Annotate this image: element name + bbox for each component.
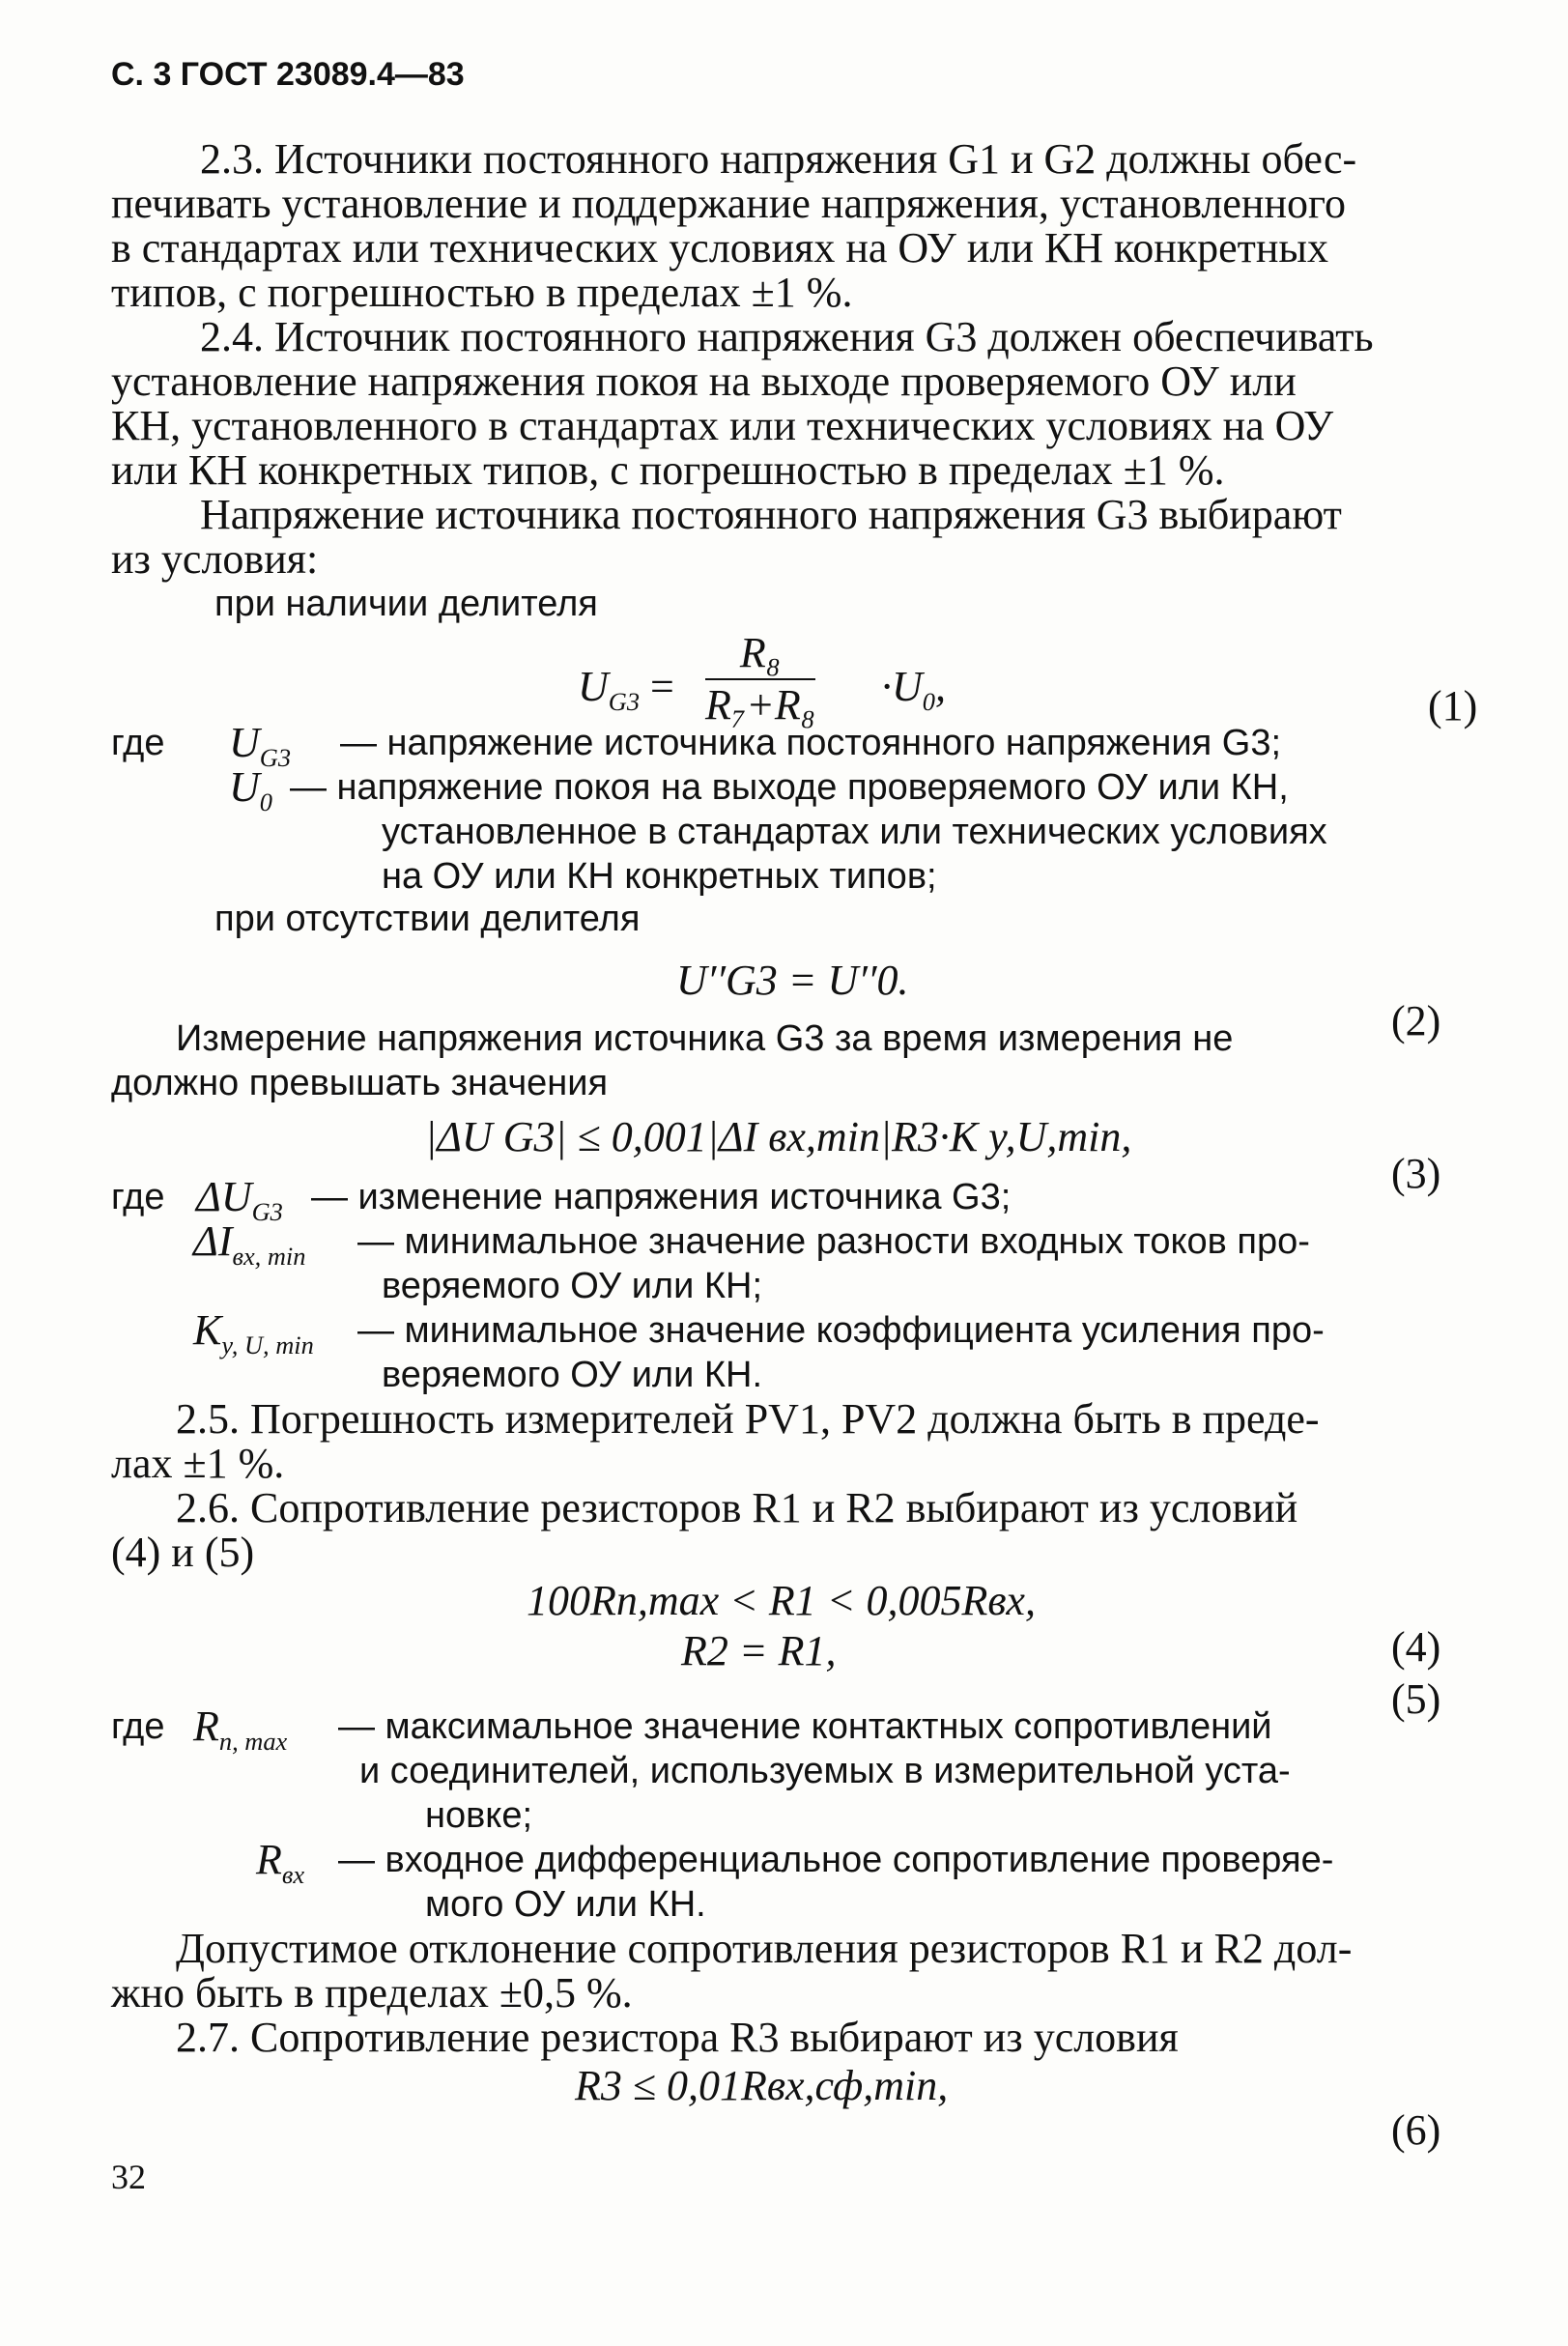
equation-number: (3) (1391, 1150, 1441, 1197)
symbol-rbx: $R_{вх}$ (256, 1836, 305, 1889)
symbol-ug3: $U_{G3}$ (229, 719, 292, 772)
formula-1-rhs: $\cdot U_0$, (881, 663, 946, 716)
text-line: где (111, 723, 165, 763)
text-line: где (111, 1177, 165, 1217)
text-line: в стандартах или технических условиях на ОУ или КН конкретных (111, 224, 1328, 272)
symbol-rp: $R_{п, max}$ (193, 1702, 288, 1756)
formula-1-numerator: R₈ (705, 628, 815, 680)
equation-number: (5) (1391, 1675, 1441, 1723)
formula-4: 100Rп,max < R1 < 0,005Rвх, (527, 1577, 1036, 1624)
text-line: — максимальное значение контактных сопротивлений (338, 1706, 1272, 1747)
text-line: 2.7. Сопротивление резистора R3 выбирают из условия (176, 2014, 1179, 2061)
text-line: — минимальное значение коэффициента усиления про- (357, 1310, 1325, 1351)
text-line: где (111, 1706, 165, 1747)
formula-5: R2 = R1, (681, 1627, 837, 1674)
text-line: лах ±1 %. (111, 1440, 285, 1487)
page-header: С. 3 ГОСТ 23089.4—83 (111, 56, 465, 93)
text-line: из условия: (111, 535, 319, 583)
formula-2: U′′G3 = U′′0. (676, 957, 909, 1004)
symbol-dibx: $\Delta I_{вх, min}$ (193, 1217, 306, 1271)
text-line: 2.3. Источники постоянного напряжения G1 и G2 должны обес- (200, 135, 1357, 183)
equation-number: (1) (1428, 682, 1478, 730)
text-line: при отсутствии делителя (214, 899, 641, 939)
text-line: КН, установленного в стандартах или технических условиях на ОУ (111, 402, 1334, 449)
text-line: мого ОУ или КН. (425, 1884, 706, 1925)
text-line: 2.4. Источник постоянного напряжения G3 должен обеспечивать (200, 313, 1374, 360)
formula-1-lhs: $U_{G3}$ = (578, 663, 674, 716)
text-line: Измерение напряжения источника G3 за время измерения не (176, 1018, 1234, 1059)
text-line: (4) и (5) (111, 1529, 255, 1576)
text-line: установление напряжения покоя на выходе проверяемого ОУ или (111, 358, 1297, 405)
text-line: 2.6. Сопротивление резисторов R1 и R2 выбирают из условий (176, 1484, 1298, 1531)
text-line: веряемого ОУ или КН. (382, 1355, 763, 1395)
equation-number: (2) (1391, 997, 1441, 1044)
equation-number: (4) (1391, 1623, 1441, 1671)
text-line: и соединителей, используемых в измерительной уста- (359, 1751, 1291, 1791)
text-line: — напряжение покоя на выходе проверяемого ОУ или КН, (290, 767, 1289, 808)
text-line: или КН конкретных типов, с погрешностью в пределах ±1 %. (111, 446, 1225, 494)
symbol-u0: $U_0$ (229, 763, 272, 816)
symbol-ky: $K_{у, U, min}$ (193, 1306, 314, 1359)
text-line: при наличии делителя (214, 584, 598, 624)
symbol-dug3: $\Delta U_{G3}$ (196, 1173, 283, 1226)
text-line: жно быть в пределах ±0,5 %. (111, 1969, 633, 2017)
text-line: — минимальное значение разности входных токов про- (357, 1221, 1310, 1262)
text-line: установленное в стандартах или технических условиях (382, 812, 1327, 852)
text-line: новке; (425, 1795, 533, 1836)
page-number: 32 (111, 2158, 146, 2196)
text-line: должно превышать значения (111, 1063, 609, 1103)
text-line: — входное дифференциальное сопротивление проверяе- (338, 1840, 1334, 1880)
formula-6: R3 ≤ 0,01Rвх,сф,min, (575, 2062, 949, 2109)
text-line: Напряжение источника постоянного напряжения G3 выбирают (200, 491, 1342, 538)
text-line: веряемого ОУ или КН; (382, 1266, 763, 1306)
text-line: на ОУ или КН конкретных типов; (382, 856, 937, 897)
text-line: Допустимое отклонение сопротивления резисторов R1 и R2 дол- (176, 1925, 1353, 1972)
text-line: — изменение напряжения источника G3; (311, 1177, 1012, 1217)
text-line: 2.5. Погрешность измерителей PV1, PV2 должна быть в преде- (176, 1395, 1320, 1443)
formula-1-fraction (705, 628, 815, 730)
formula-1-denominator: R₇+R₈ (705, 681, 816, 729)
equation-number: (6) (1391, 2106, 1441, 2154)
text-line: — напряжение источника постоянного напряжения G3; (340, 723, 1282, 763)
formula-3: |ΔU G3| ≤ 0,001|ΔI вх,min|R3·K у,U,min, (425, 1113, 1132, 1160)
text-line: печивать установление и поддержание напряжения, установленного (111, 180, 1346, 227)
text-line: типов, с погрешностью в пределах ±1 %. (111, 269, 853, 316)
